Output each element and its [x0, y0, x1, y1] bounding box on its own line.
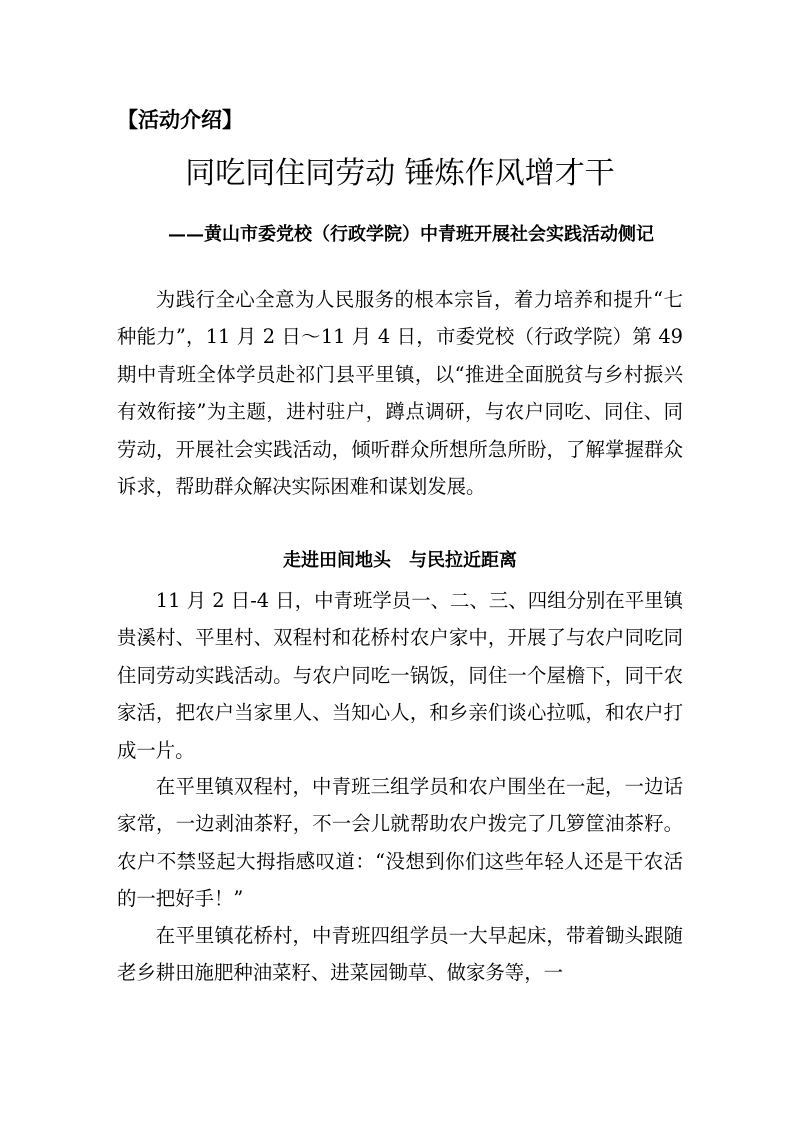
body-paragraph: 在平里镇双程村，中青班三组学员和农户围坐在一起，一边话家常，一边剥油茶籽，不一会儿就帮助农户拨完了几箩筐油茶籽。农户不禁竖起大拇指感叹道：“没想到你们这些年轻人还是干农活的一把好手！”: [117, 775, 683, 911]
section-heading: 走进田间地头 与民拉近距离: [283, 550, 517, 571]
section-label: 【活动介绍】: [117, 107, 243, 132]
article-title: 同吃同住同劳动 锤炼作风增才干: [185, 156, 615, 191]
intro-paragraph: 为践行全心全意为人民服务的根本宗旨，着力培养和提升“七种能力”，11 月 2 日～11 月 4 日，市委党校（行政学院）第 49 期中青班全体学员赴祁门县平里镇，以“推进全面脱贫与乡村振兴有效衔接”为主题，进村驻户，蹲点调研，与农户同吃、同住、同劳动，开展社会实践活动，倾听群众所想所急所盼，了解掌握群众诉求，帮助群众解决实际困难和谋划发展。: [117, 288, 683, 499]
article-subtitle: ——黄山市委党校（行政学院）中青班开展社会实践活动侧记: [168, 224, 654, 245]
body-paragraph: 在平里镇花桥村，中青班四组学员一大早起床，带着锄头跟随老乡耕田施肥种油菜籽、进菜园锄草、做家务等，一: [117, 924, 683, 985]
body-paragraph: 11 月 2 日-4 日，中青班学员一、二、三、四组分别在平里镇贵溪村、平里村、双程村和花桥村农户家中，开展了与农户同吃同住同劳动实践活动。与农户同吃一锅饭，同住一个屋檐下，同干农家活，把农户当家里人、当知心人，和乡亲们谈心拉呱，和农户打成一片。: [117, 589, 683, 762]
